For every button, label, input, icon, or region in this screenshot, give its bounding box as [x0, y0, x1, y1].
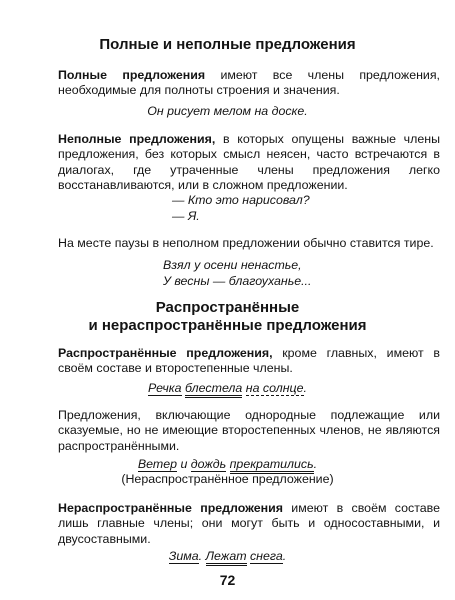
example-period: .: [313, 457, 318, 471]
section-title-line-1: Распространённые: [155, 299, 300, 316]
example-dialog-line-2: — Я.: [172, 209, 200, 223]
example-full-sentence: Он рисует мелом на доске.: [147, 104, 308, 118]
paragraph-text: кроме главных, имеют в своём составе и второстепенные члены.: [58, 346, 440, 376]
paragraph-text: в которых опущены важные члены предложения, без которых смысл неясен, часто встречаются в диалогах, где утраченные члены предложения легко восстанавливаются, или в сложном предложении.: [58, 132, 440, 192]
example-period: .: [198, 549, 206, 563]
example-poem-line-1: Взял у осени ненастье,: [163, 258, 302, 272]
paragraph-homogeneous: Предложения, включающие однородные подлежащие или сказуемые, но не имеющие второстепенных членов, не являются распространёнными.: [58, 408, 440, 453]
example-non-extended-sentence: [0, 549, 455, 564]
example-word-adverbial: на солнце: [245, 381, 304, 395]
example-word-predicate: блестела: [185, 381, 242, 398]
paragraph-incomplete-sentences: [58, 132, 440, 193]
example-period: .: [303, 381, 307, 395]
term-full-sentences: Полные предложения: [58, 68, 206, 82]
example-conjunction: и: [177, 457, 191, 471]
example-note: (Нераспространённое предложение): [121, 472, 334, 486]
paragraph-non-extended: [58, 501, 440, 547]
term-non-extended-sentences: Нераспространённые предложения: [58, 501, 283, 515]
example-homogeneous-sentence: [0, 457, 455, 472]
page-number: 72: [219, 572, 236, 588]
section-title-line-2: и нераспространённые предложения: [88, 317, 367, 334]
example-poem-line-2: У весны — благоуханье...: [163, 274, 312, 288]
example-word-subject-2: дождь: [190, 457, 227, 471]
section-title-full-incomplete: Полные и неполные предложения: [99, 36, 356, 53]
term-extended-sentences: Распространённые предложения,: [58, 346, 273, 360]
example-word-subject: Речка: [148, 381, 182, 395]
example-extended-sentence: [0, 381, 455, 396]
paragraph-extended-sentences: [58, 346, 440, 377]
example-word-subject-1: Зима: [168, 549, 199, 563]
example-word-predicate: Лежат: [206, 549, 247, 566]
example-word-predicate: прекратились: [230, 457, 314, 474]
paragraph-text: имеют все члены предложения, необходимые для полноты строения и значения.: [58, 68, 441, 98]
paragraph-full-sentences: [58, 68, 440, 99]
paragraph-text: имеют в своём составе лишь главные члены; они могут быть и односоставными, и двусоставными.: [58, 501, 440, 546]
example-word-subject-2: снега: [249, 549, 283, 563]
example-dialog-line-1: — Кто это нарисовал?: [172, 193, 310, 207]
paragraph-dash-rule: На месте паузы в неполном предложении обычно ставится тире.: [58, 236, 434, 250]
example-word-subject-1: Ветер: [137, 457, 178, 471]
term-incomplete-sentences: Неполные предложения,: [58, 132, 216, 146]
example-period: .: [282, 549, 287, 563]
